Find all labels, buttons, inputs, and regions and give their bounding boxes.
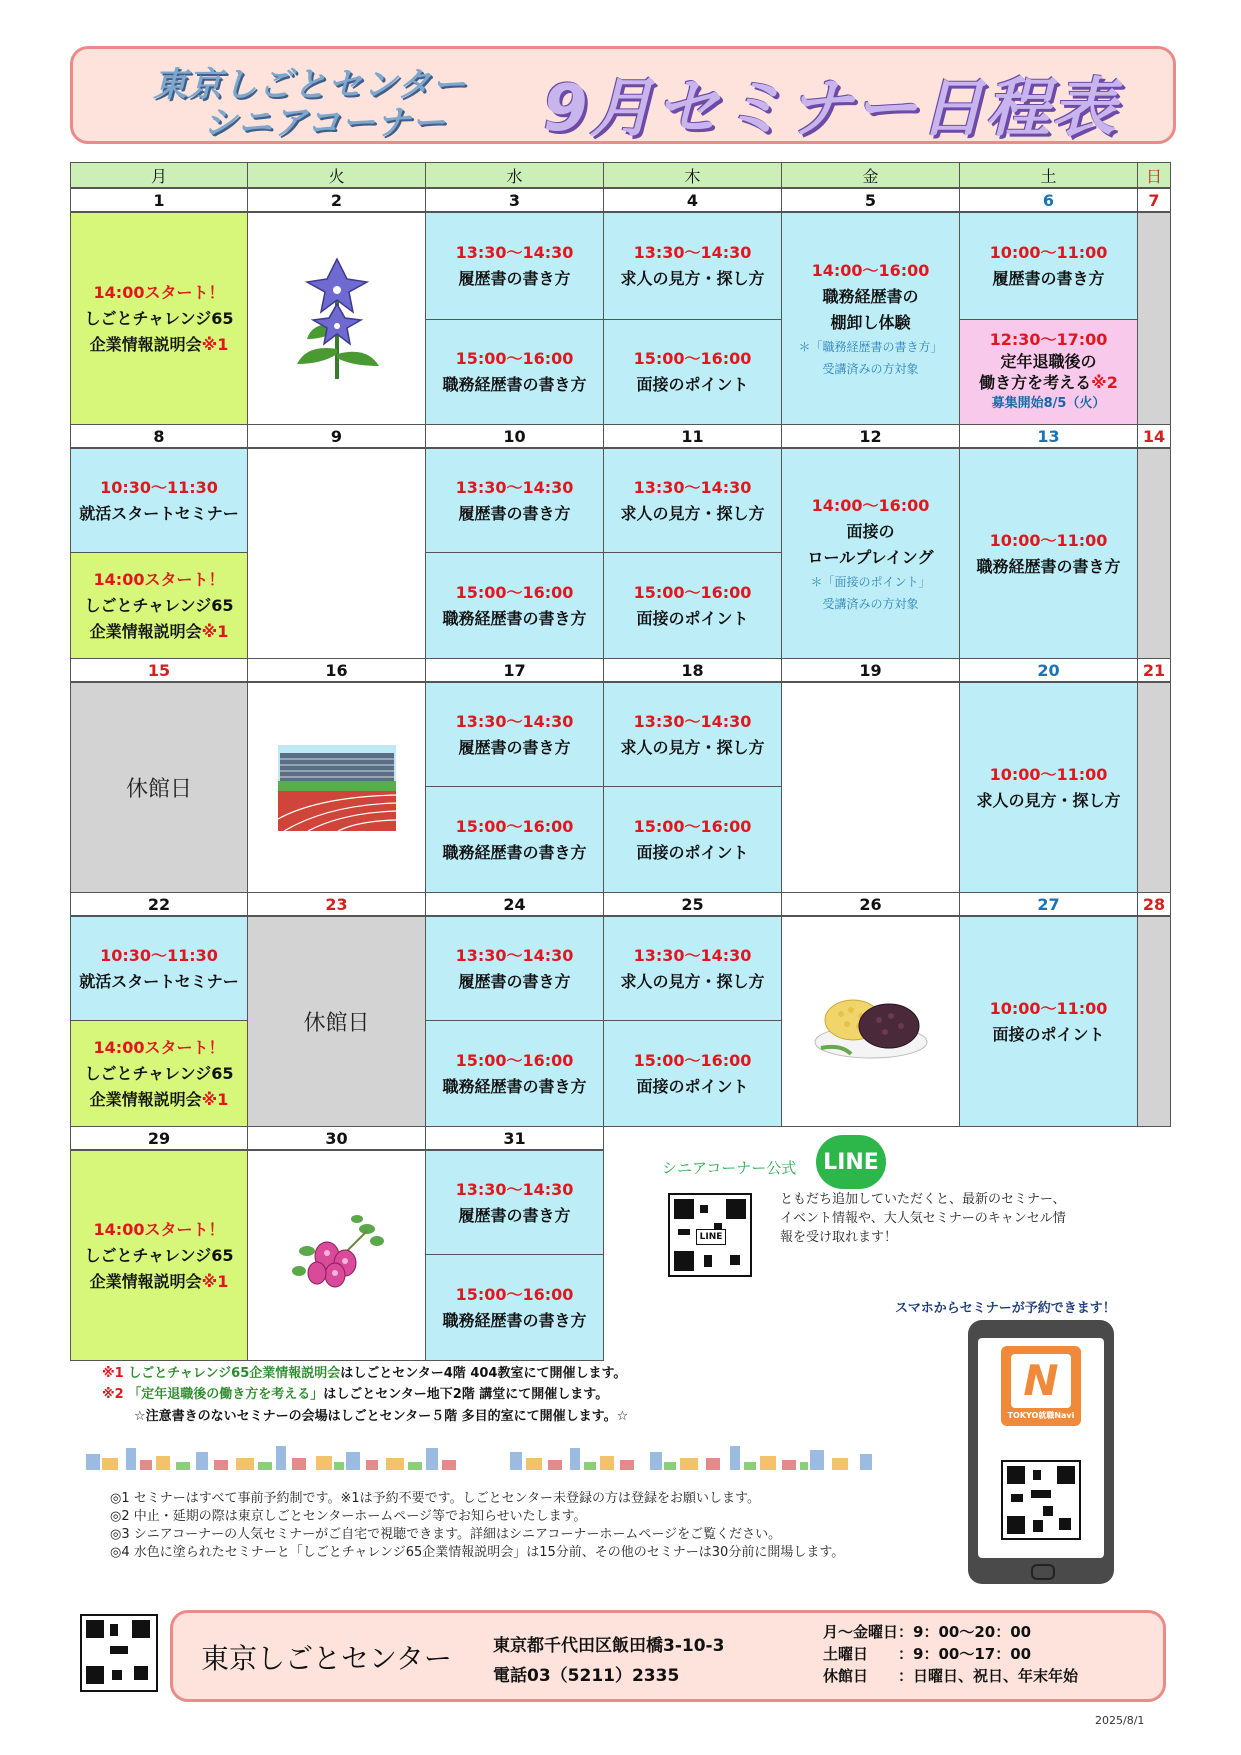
seminar-title: 面接のポイント (992, 1024, 1105, 1044)
org-name-line1: 東京しごとセンター (153, 65, 467, 105)
footer-phone: 電話03（5211）2335 (493, 1666, 680, 1686)
date-cell: 16 (247, 658, 426, 682)
seminar-title: 企業情報説明会※1 (89, 334, 229, 354)
seminar-cell[interactable] (70, 1150, 248, 1361)
seminar-cell[interactable] (70, 552, 248, 659)
weekday-thu: 木 (603, 162, 782, 188)
page-title: 9月セミナー日程表 (543, 72, 1118, 146)
phone-caption: スマホからセミナーが予約できます！ (895, 1301, 1116, 1316)
seminar-time: 13:30〜14:30 (455, 477, 574, 497)
seminar-cell[interactable] (70, 1020, 248, 1127)
decoration-cell (247, 682, 426, 893)
seminar-title: 求人の見方・探し方 (620, 269, 765, 288)
date-cell: 31 (425, 1126, 604, 1150)
seminar-time: 13:30〜14:30 (633, 945, 752, 965)
seminar-title: 職務経歴書の書き方 (442, 842, 587, 862)
seminar-cell[interactable] (603, 1020, 782, 1127)
date-cell: 21 (1137, 658, 1171, 682)
date-stamp: 2025/8/1 (1095, 1714, 1145, 1727)
seminar-title: ロールプレイング (807, 547, 934, 567)
seminar-cell[interactable] (425, 1020, 604, 1127)
seminar-time: 13:30〜14:30 (633, 711, 752, 731)
seminar-note: ＊「職務経歴書の書き方」 (798, 339, 943, 354)
seminar-time: 10:00〜11:00 (989, 998, 1108, 1018)
app-letter: N (1011, 1354, 1071, 1408)
org-name-line2: シニアコーナー (203, 103, 447, 143)
date-cell: 1 (70, 188, 248, 212)
date-cell: 9 (247, 424, 426, 448)
date-cell: 19 (781, 658, 960, 682)
date-cell: 27 (959, 892, 1138, 916)
date-cell: 28 (1137, 892, 1171, 916)
date-cell: 2 (247, 188, 426, 212)
date-cell: 22 (70, 892, 248, 916)
seminar-time: 12:30〜17:00 (989, 330, 1108, 349)
empty-cell (247, 448, 426, 659)
seminar-cell[interactable] (603, 682, 782, 787)
seminar-cell[interactable] (425, 786, 604, 893)
date-cell: 10 (425, 424, 604, 448)
date-cell: 25 (603, 892, 782, 916)
seminar-title: 求人の見方・探し方 (976, 790, 1121, 810)
seminar-title: 面接のポイント (636, 842, 749, 862)
closed-label: 休館日 (303, 1011, 370, 1036)
hours-row: 月〜金曜日：9：00〜20：00 (823, 1623, 1032, 1641)
weekday-tue: 火 (247, 162, 426, 188)
seminar-cell[interactable] (425, 552, 604, 659)
seminar-title: 履歴書の書き方 (992, 269, 1105, 288)
seminar-title: 企業情報説明会※1 (89, 1271, 229, 1291)
sunday-cell (1137, 448, 1171, 659)
general-note: ◎3 シニアコーナーの人気セミナーがご自宅で視聴できます。詳細はシニアコーナーホームページをご覧ください。 (110, 1527, 782, 1542)
seminar-cell[interactable] (603, 319, 782, 425)
date-cell: 26 (781, 892, 960, 916)
seminar-title: 履歴書の書き方 (458, 503, 571, 523)
seminar-cell[interactable] (959, 212, 1138, 320)
hours-row: 休館日 ：日曜日、祝日、年末年始 (823, 1667, 1079, 1685)
seminar-time: 15:00〜16:00 (633, 816, 752, 836)
date-cell: 20 (959, 658, 1138, 682)
seminar-time: 13:30〜14:30 (455, 1179, 574, 1199)
venue-note-2: ※2 「定年退職後の働き方を考える」はしごとセンター地下2階 講堂にて開催します。 (102, 1387, 609, 1402)
date-cell: 3 (425, 188, 604, 212)
seminar-time: 13:30〜14:30 (633, 243, 752, 262)
seminar-title: しごとチャレンジ65 (84, 595, 234, 615)
closed-cell (70, 682, 248, 893)
seminar-cell[interactable] (603, 916, 782, 1021)
seminar-title: 面接のポイント (636, 608, 749, 628)
seminar-time: 15:00〜16:00 (455, 816, 574, 836)
seminar-title: 定年退職後の (1000, 352, 1097, 371)
seminar-cell[interactable] (959, 682, 1138, 893)
seminar-title: 履歴書の書き方 (458, 1205, 571, 1225)
phone-screen (978, 1338, 1104, 1558)
seminar-time: 13:30〜14:30 (455, 945, 574, 965)
seminar-note: 受講済みの方対象 (822, 361, 919, 376)
date-cell: 30 (247, 1126, 426, 1150)
sunday-cell (1137, 916, 1171, 1127)
seminar-time: 15:00〜16:00 (455, 349, 574, 368)
general-notes (110, 1490, 844, 1562)
seminar-cell[interactable] (70, 212, 248, 425)
date-cell: 24 (425, 892, 604, 916)
seminar-title: 職務経歴書の書き方 (976, 556, 1121, 576)
seminar-cell[interactable] (425, 1254, 604, 1361)
decoration-cell (247, 212, 426, 425)
line-qr-code-icon[interactable] (668, 1193, 752, 1277)
seminar-title: 履歴書の書き方 (458, 971, 571, 991)
home-button-icon (1031, 1564, 1055, 1580)
line-heading: シニアコーナー公式 (662, 1159, 797, 1177)
date-cell: 17 (425, 658, 604, 682)
seminar-time: 10:30〜11:30 (100, 477, 218, 497)
townscape-icon (86, 1444, 462, 1470)
seminar-time: 10:00〜11:00 (989, 243, 1108, 262)
seminar-title: 面接の (846, 521, 895, 541)
recruit-note: 募集開始8/5（火） (991, 396, 1106, 411)
date-cell: 11 (603, 424, 782, 448)
line-qr-label: LINE (696, 1229, 726, 1245)
header-banner (70, 46, 1176, 144)
date-cell: 29 (70, 1126, 248, 1150)
weekday-wed: 水 (425, 162, 604, 188)
seminar-note: ＊「面接のポイント」 (810, 574, 931, 589)
seminar-title: 面接のポイント (636, 1076, 749, 1096)
seminar-time: 15:00〜16:00 (455, 1050, 574, 1070)
seminar-time: 14:00〜16:00 (811, 260, 930, 280)
seminar-time: 10:30〜11:30 (100, 945, 218, 965)
seminar-title: 棚卸し体験 (830, 312, 911, 332)
footer-banner (170, 1610, 1166, 1702)
date-cell: 8 (70, 424, 248, 448)
date-cell: 7 (1137, 188, 1171, 212)
seminar-time: 13:30〜14:30 (455, 711, 574, 731)
date-cell: 5 (781, 188, 960, 212)
seminar-title: 履歴書の書き方 (458, 737, 571, 757)
seminar-title: 職務経歴書の書き方 (442, 608, 587, 628)
seminar-cell[interactable] (425, 916, 604, 1021)
seminar-cell[interactable] (425, 212, 604, 320)
closed-label: 休館日 (125, 777, 192, 802)
seminar-title: 職務経歴書の書き方 (442, 1310, 587, 1330)
seminar-cell[interactable] (70, 916, 248, 1021)
seminar-cell[interactable] (959, 448, 1138, 659)
date-cell: 12 (781, 424, 960, 448)
general-note: ◎1 セミナーはすべて事前予約制です。※1は予約不要です。しごとセンター未登録の方は登録をお願いします。 (110, 1491, 761, 1506)
seminar-time: 13:30〜14:30 (633, 477, 752, 497)
ohagi-icon (811, 982, 931, 1062)
seminar-title: しごとチャレンジ65 (84, 1063, 234, 1083)
tokyo-navi-logo-icon[interactable] (1001, 1346, 1081, 1426)
empty-cell (781, 682, 960, 893)
seminar-cell[interactable] (425, 682, 604, 787)
seminar-time: 14:00スタート！ (93, 569, 225, 589)
seminar-time: 10:00〜11:00 (989, 764, 1108, 784)
smartphone-icon (968, 1320, 1114, 1584)
seminar-time: 15:00〜16:00 (455, 582, 574, 602)
general-note: ◎4 水色に塗られたセミナーと「しごとチャレンジ65企業情報説明会」は15分前、その他のセミナーは30分前に開場します。 (110, 1545, 845, 1560)
seminar-title: 履歴書の書き方 (458, 269, 571, 288)
sunday-cell (1137, 212, 1171, 425)
seminar-title: 就活スタートセミナー (79, 971, 239, 991)
line-description-line: 報を受け取れます！ (780, 1230, 898, 1245)
seminar-cell[interactable] (603, 552, 782, 659)
date-cell: 13 (959, 424, 1138, 448)
venue-note-3: ☆注意書きのないセミナーの会場はしごとセンター５階 多目的室にて開催します。☆ (134, 1409, 629, 1424)
date-cell: 6 (959, 188, 1138, 212)
seminar-cell[interactable] (425, 448, 604, 553)
seminar-time: 15:00〜16:00 (633, 1050, 752, 1070)
seminar-time: 13:30〜14:30 (455, 243, 574, 262)
sunday-cell (1137, 682, 1171, 893)
seminar-time: 10:00〜11:00 (989, 530, 1108, 550)
date-cell: 18 (603, 658, 782, 682)
seminar-cell[interactable] (425, 1150, 604, 1255)
general-note: ◎2 中止・延期の際は東京しごとセンターホームページ等でお知らせいたします。 (110, 1509, 587, 1524)
seminar-title: 求人の見方・探し方 (620, 737, 765, 757)
weekday-mon: 月 (70, 162, 248, 188)
seminar-title: 企業情報説明会※1 (89, 621, 229, 641)
seminar-cell[interactable] (959, 319, 1138, 425)
seminar-title: 職務経歴書の書き方 (442, 1076, 587, 1096)
seminar-cell[interactable] (603, 212, 782, 320)
seminar-title: 就活スタートセミナー (79, 503, 239, 523)
seminar-title: 職務経歴書の (822, 286, 919, 306)
seminar-time: 15:00〜16:00 (633, 349, 752, 368)
closed-cell (247, 916, 426, 1127)
seminar-cell[interactable] (603, 786, 782, 893)
stadium-icon (278, 745, 396, 831)
venue-note-1: ※1 しごとチャレンジ65企業情報説明会はしごとセンター4階 404教室にて開催します。 (102, 1366, 627, 1381)
date-cell: 15 (70, 658, 248, 682)
footer-org-name: 東京しごとセンター (201, 1642, 452, 1675)
seminar-time: 15:00〜16:00 (455, 1284, 574, 1304)
seminar-cell[interactable] (603, 448, 782, 553)
homepage-qr-code-icon[interactable] (80, 1614, 158, 1692)
seminar-time: 15:00〜16:00 (633, 582, 752, 602)
seminar-cell[interactable] (781, 448, 960, 659)
seminar-time: 14:00スタート！ (93, 1219, 225, 1239)
seminar-title: 求人の見方・探し方 (620, 971, 765, 991)
decoration-cell (247, 1150, 426, 1361)
seminar-cell[interactable] (959, 916, 1138, 1127)
seminar-title: 職務経歴書の書き方 (442, 375, 587, 394)
hours-row: 土曜日 ：9：00〜17：00 (823, 1645, 1032, 1663)
seminar-title: しごとチャレンジ65 (84, 308, 234, 328)
date-cell: 23 (247, 892, 426, 916)
decoration-cell (781, 916, 960, 1127)
date-cell: 4 (603, 188, 782, 212)
line-logo-icon[interactable]: LINE (816, 1135, 886, 1189)
seminar-time: 14:00スタート！ (93, 1037, 225, 1057)
bellflower-icon (287, 254, 387, 384)
bush-clover-icon (287, 1211, 387, 1301)
seminar-calendar (70, 162, 1171, 1350)
seminar-cell[interactable] (425, 319, 604, 425)
footer-hours (823, 1621, 1078, 1687)
seminar-title: 企業情報説明会※1 (89, 1089, 229, 1109)
seminar-note: 受講済みの方対象 (822, 596, 919, 611)
app-name: TOKYO就職Navi (1007, 1411, 1075, 1420)
seminar-time: 14:00〜16:00 (811, 495, 930, 515)
weekday-sun: 日 (1137, 162, 1171, 188)
seminar-cell[interactable] (781, 212, 960, 425)
seminar-cell[interactable] (70, 448, 248, 553)
navi-qr-code-icon[interactable] (1001, 1460, 1081, 1540)
seminar-title: しごとチャレンジ65 (84, 1245, 234, 1265)
townscape-icon (510, 1444, 886, 1470)
seminar-time: 14:00スタート！ (93, 282, 225, 302)
line-description (780, 1190, 1100, 1247)
weekday-fri: 金 (781, 162, 960, 188)
date-cell: 14 (1137, 424, 1171, 448)
seminar-title: 面接のポイント (636, 375, 749, 394)
seminar-title: 求人の見方・探し方 (620, 503, 765, 523)
weekday-sat: 土 (959, 162, 1138, 188)
footer-address: 東京都千代田区飯田橋3-10-3 (493, 1636, 725, 1656)
line-description-line: イベント情報や、大人気セミナーのキャンセル情 (780, 1211, 1066, 1226)
seminar-title: 働き方を考える※2 (979, 373, 1118, 392)
line-description-line: ともだち追加していただくと、最新のセミナー、 (780, 1192, 1066, 1207)
